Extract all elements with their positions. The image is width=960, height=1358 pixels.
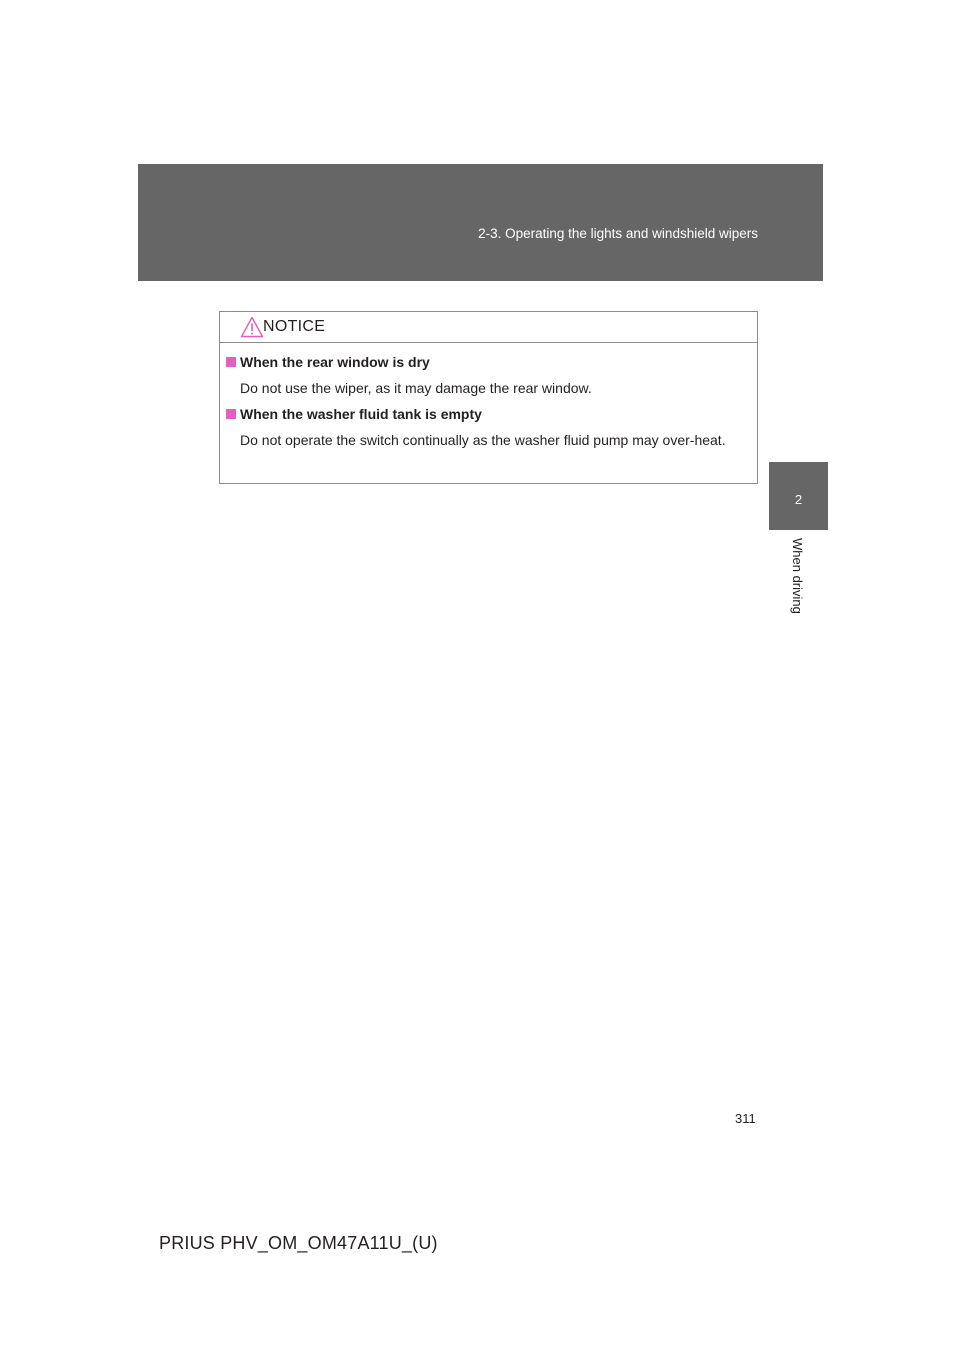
notice-title: NOTICE bbox=[263, 318, 326, 335]
notice-item bbox=[223, 353, 749, 399]
notice-item-heading bbox=[223, 405, 749, 424]
notice-item-heading bbox=[223, 353, 749, 372]
chapter-label: When driving bbox=[790, 538, 805, 614]
page-number: 311 bbox=[735, 1111, 756, 1126]
notice-item bbox=[223, 405, 749, 451]
notice-header bbox=[220, 312, 757, 343]
notice-item-heading-text: When the rear window is dry bbox=[240, 354, 430, 370]
notice-body bbox=[220, 343, 757, 451]
square-bullet-icon bbox=[226, 409, 236, 419]
document-id: PRIUS PHV_OM_OM47A11U_(U) bbox=[159, 1233, 438, 1253]
chapter-number: 2 bbox=[794, 492, 803, 507]
square-bullet-icon bbox=[226, 357, 236, 367]
warning-triangle-icon bbox=[240, 316, 264, 338]
notice-item-text: Do not operate the switch continually as the washer fluid pump may over-heat. bbox=[240, 432, 726, 448]
notice-item-heading-text: When the washer fluid tank is empty bbox=[240, 406, 482, 422]
section-title: 2-3. Operating the lights and windshield wipers bbox=[478, 226, 758, 241]
notice-item-text: Do not use the wiper, as it may damage the rear window. bbox=[240, 380, 592, 396]
chapter-tab bbox=[769, 462, 828, 530]
header-band bbox=[138, 164, 823, 281]
notice-box bbox=[219, 311, 758, 484]
